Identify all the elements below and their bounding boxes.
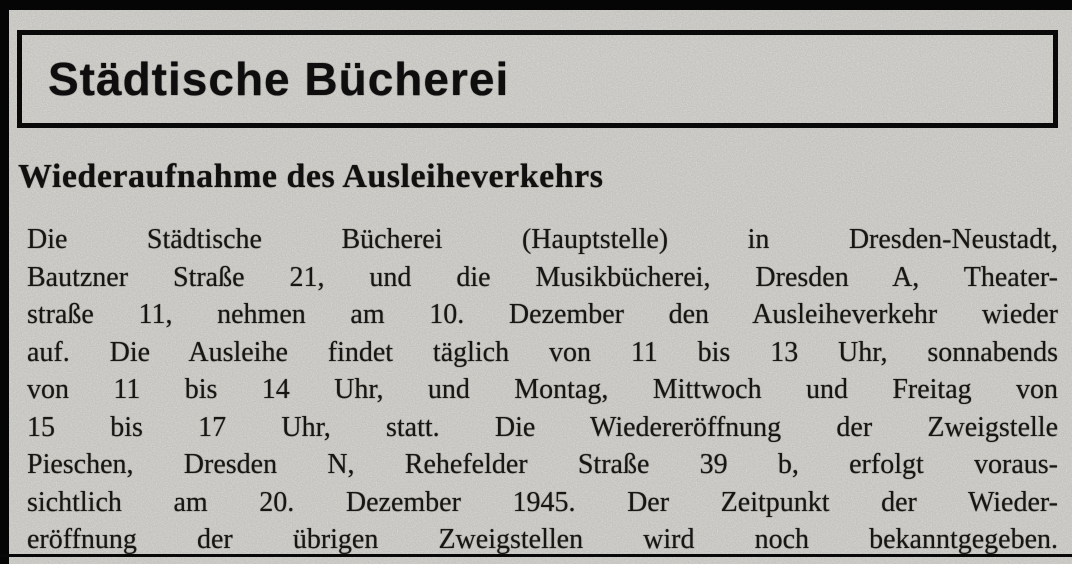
body-line: eröffnung der übrigen Zweigstellen wird noch bekanntgegeben. (27, 524, 1058, 555)
top-print-rule (0, 0, 1072, 10)
body-line: 15 bis 17 Uhr, statt. Die Wiedereröffnung der Zweigstelle (27, 411, 1058, 443)
body-line: Pieschen, Dresden N, Rehefelder Straße 39 b, erfolgt voraus- (27, 449, 1058, 480)
article-headline: Wiederaufnahme des Ausleiheverkehrs (18, 158, 604, 195)
body-line: Die Städtische Bücherei (Hauptstelle) in Dresden-Neustadt, (27, 224, 1058, 255)
body-line: straße 11, nehmen am 10. Dezember den Ausleiheverkehr wieder (27, 299, 1058, 330)
masthead-box (17, 30, 1058, 128)
article-body (27, 221, 1058, 559)
body-line: auf. Die Ausleihe findet täglich von 11 bis 13 Uhr, sonnabends (27, 336, 1058, 368)
left-print-rule (0, 0, 9, 564)
body-line: von 11 bis 14 Uhr, und Montag, Mittwoch und Freitag von (27, 374, 1058, 405)
body-line: Bautzner Straße 21, und die Musikbücherei, Dresden A, Theater- (27, 261, 1058, 293)
body-line: sichtlich am 20. Dezember 1945. Der Zeitpunkt der Wieder- (27, 486, 1058, 518)
masthead-title: Städtische Bücherei (48, 53, 510, 105)
